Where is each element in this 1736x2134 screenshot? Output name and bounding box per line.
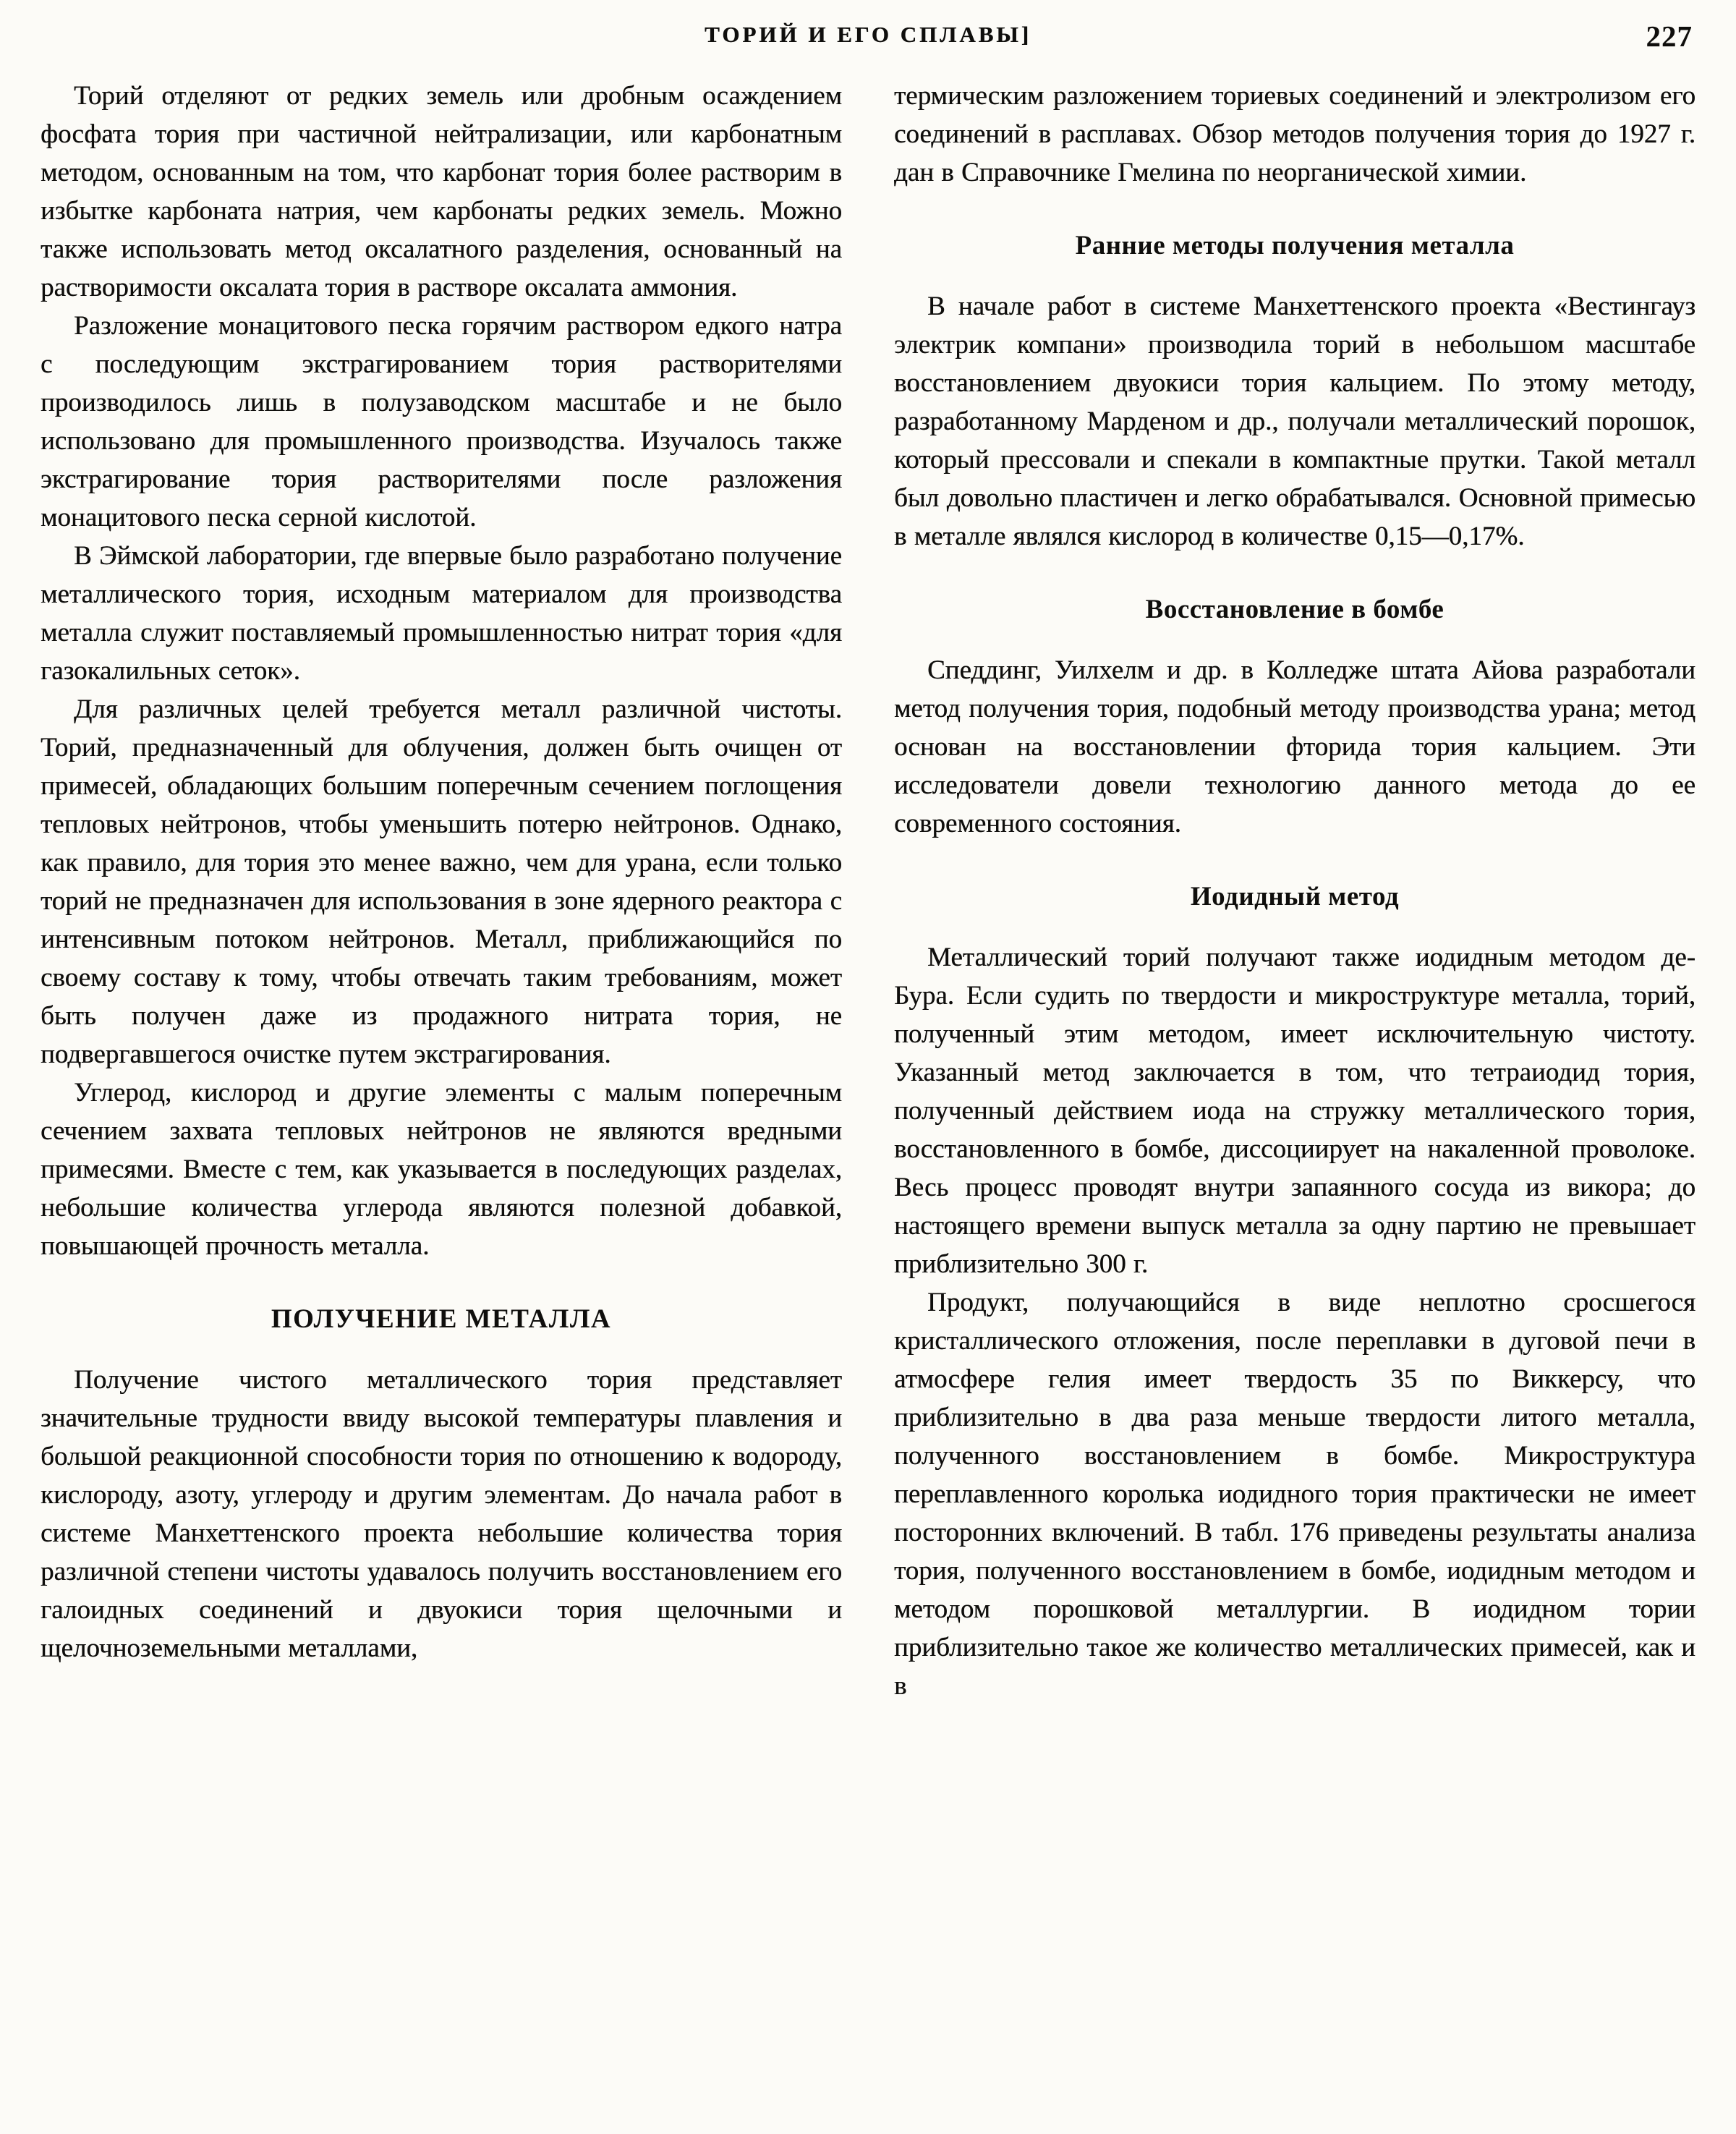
page-header xyxy=(41,19,1695,61)
paragraph: Спеддинг, Уилхелм и др. в Колледже штата Айова разработали метод получения тория, подобный методу производства урана; метод основан на восстановлении фторида тория кальцием. Эти исследователи довели технологию данного метода до ее современного состояния. xyxy=(894,655,1695,838)
paragraph: Получение чистого металлического тория представляет значительные трудности ввиду высокой температуры плавления и большой реакционной способности тория по отношению к водороду, кислороду, азоту, углероду и другим элементам. До начала работ в системе Манхеттенского проекта небольшие количества тория различной степени чистоты удавалось получить восстановлением его галоидных соединений и двуокиси тория щелочными и щелочноземельными металлами, xyxy=(41,1365,842,1663)
paragraph: В начале работ в системе Манхеттенского проекта «Вестингауз электрик компани» производила торий в небольшом масштабе восстановлением двуокиси тория кальцием. По этому методу, разработанному Марденом и др., получали металлический порошок, который прессовали и спекали в компактные прутки. Такой металл был довольно пластичен и легко обрабатывался. Основной примесью в металле являлся кислород в количестве 0,15—0,17%. xyxy=(894,292,1695,551)
paragraph-continuation: термическим разложением ториевых соединений и электролизом его соединений в расплавах. Обзор методов получения тория до 1927 г. дан в Справочнике Гмелина по неорганической химии. xyxy=(894,81,1695,187)
text-columns xyxy=(41,77,1695,1705)
section-heading-metal-production: ПОЛУЧЕНИЕ МЕТАЛЛА xyxy=(271,1304,612,1334)
section-heading-early-methods: Ранние методы получения металла xyxy=(1075,231,1515,260)
page-number: 227 xyxy=(1646,20,1693,53)
section-heading-bomb-reduction: Восстановление в бомбе xyxy=(1145,595,1444,624)
right-column xyxy=(894,77,1695,1705)
section-heading-iodide-method: Иодидный метод xyxy=(1190,882,1400,911)
running-title: ТОРИЙ И ЕГО СПЛАВЫ] xyxy=(704,22,1032,47)
paragraph: Углерод, кислород и другие элементы с малым поперечным сечением захвата тепловых нейтронов не являются вредными примесями. Вместе с тем, как указывается в последующих разделах, небольшие количества углерода являются полезной добавкой, повышающей прочность металла. xyxy=(41,1078,842,1261)
left-column xyxy=(41,77,842,1705)
paragraph: Металлический торий получают также иодидным методом де-Бура. Если судить по твердости и микроструктуре металла, торий, полученный этим методом, имеет исключительную чистоту. Указанный метод заключается в том, что тетраиодид тория, полученный действием иода на стружку металлического тория, восстановленного в бомбе, диссоциирует на накаленной проволоке. Весь процесс проводят внутри запаянного сосуда из викора; до настоящего времени выпуск металла за одну партию не превышает приблизительно 300 г. xyxy=(894,943,1695,1279)
paragraph: Торий отделяют от редких земель или дробным осаждением фосфата тория при частичной нейтрализации, или карбонатным методом, основанным на том, что карбонат тория более растворим в избытке карбоната натрия, чем карбонаты редких земель. Можно также использовать метод оксалатного разделения, основанный на растворимости оксалата тория в растворе оксалата аммония. xyxy=(41,81,842,302)
paragraph: Продукт, получающийся в виде неплотно сросшегося кристаллического отложения, после переплавки в дуговой печи в атмосфере гелия имеет твердость 35 по Виккерсу, что приблизительно в два раза меньше твердости литого металла, полученного восстановлением в бомбе. Микроструктура переплавленного королька иодидного тория практически не имеет посторонних включений. В табл. 176 приведены результаты анализа тория, полученного восстановлением в бомбе, иодидным методом и методом порошковой металлургии. В иодидном тории приблизительно такое же количество металлических примесей, как и в xyxy=(894,1288,1695,1701)
paragraph: Для различных целей требуется металл различной чистоты. Торий, предназначенный для облучения, должен быть очищен от примесей, обладающих большим поперечным сечением поглощения тепловых нейтронов, чтобы уменьшить потерю нейтронов. Однако, как правило, для тория это менее важно, чем для урана, если только торий не предназначен для использования в зоне ядерного реактора с интенсивным потоком нейтронов. Металл, приближающийся по своему составу к тому, чтобы отвечать таким требованиям, может быть получен даже из продажного нитрата тория, не подвергавшегося очистке путем экстрагирования. xyxy=(41,694,842,1069)
paragraph: В Эймской лаборатории, где впервые было разработано получение металлического тория, исходным материалом для производства металла служит поставляемый промышленностью нитрат тория «для газокалильных сеток». xyxy=(41,541,842,686)
paragraph: Разложение монацитового песка горячим раствором едкого натра с последующим экстрагированием тория растворителями производилось лишь в полузаводском масштабе и не было использовано для промышленного производства. Изучалось также экстрагирование тория растворителями после разложения монацитового песка серной кислотой. xyxy=(41,311,842,532)
